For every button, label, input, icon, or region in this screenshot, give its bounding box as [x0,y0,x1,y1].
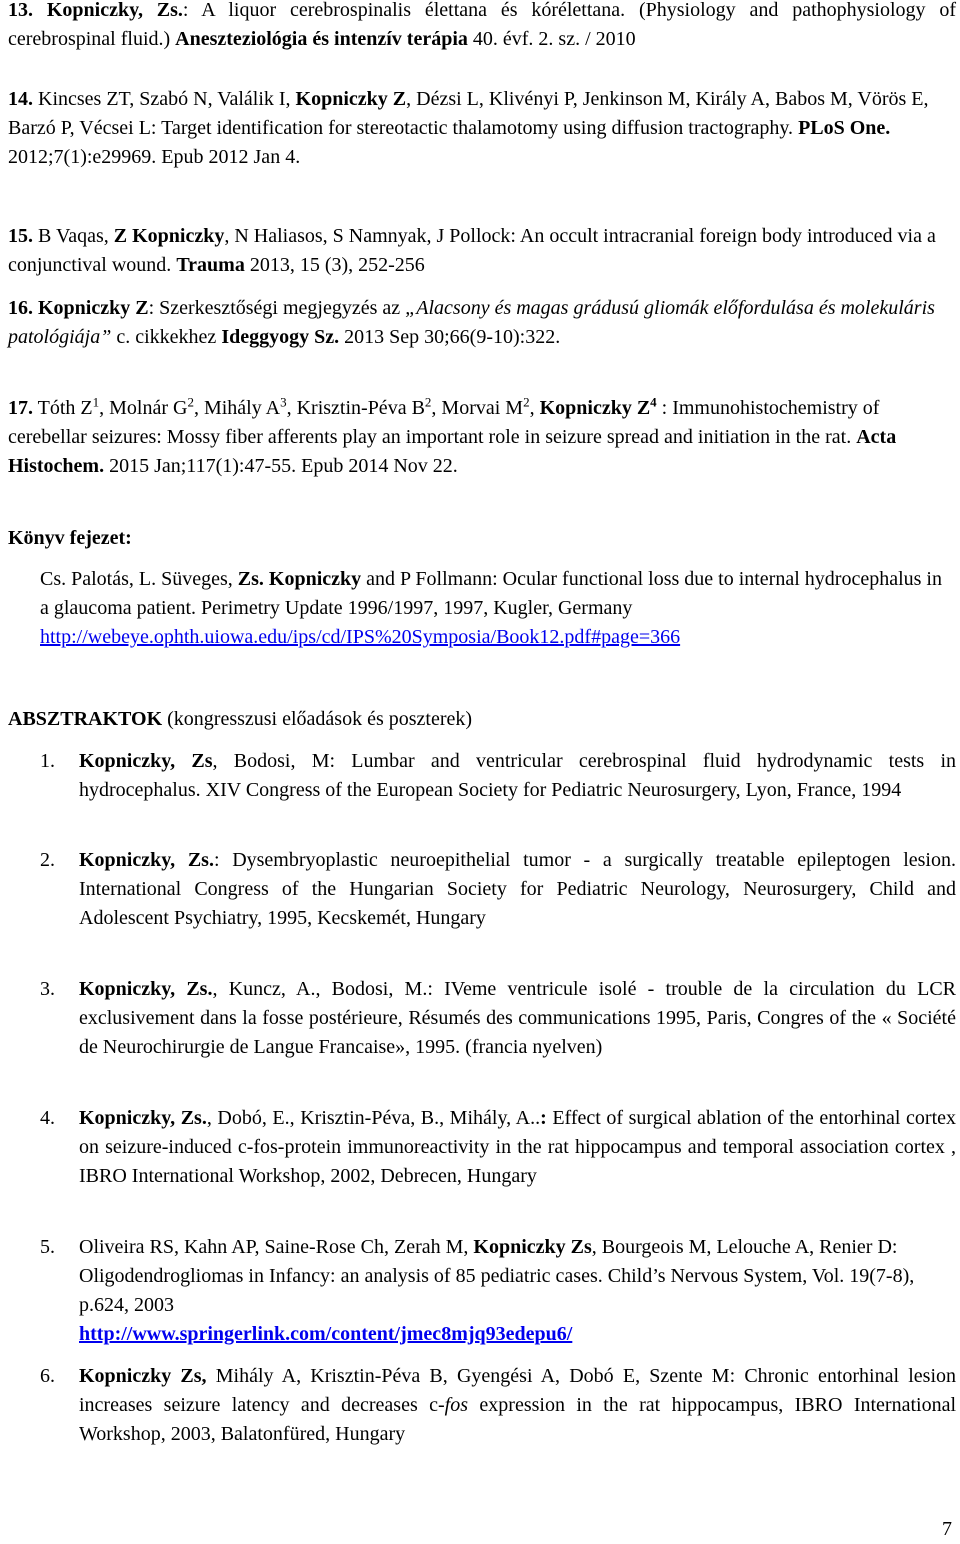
abstract-text: Oliveira RS, Kahn AP, Saine-Rose Ch, Zerah M, [79,1236,474,1258]
author-2: , Molnár G [99,397,188,419]
reference-authors-rest: , N Haliasos, S Namnyak, J Pollock: An occult intracranial foreign body introduced via a conjunctival wound. [8,225,936,276]
abstract-body [79,975,956,1062]
abstract-body [79,1362,956,1449]
book-text: and P Follmann: Ocular functional loss due to internal hydrocephalus in a glaucoma patient. Perimetry Update 1996/1997, 1997, Kugler, Germany [40,568,942,619]
affiliation-3: 3 [280,394,287,410]
abstract-2 [40,846,956,933]
abstract-1 [40,747,956,805]
author-3: , Mihály A [193,397,281,419]
abstract-author-highlight: Kopniczky, Zs. [79,978,213,1000]
reference-author-highlight: Kopniczky Z [38,297,149,319]
abstract-author-highlight: Kopniczky, Zs. [79,1107,207,1129]
abstract-author-highlight: Kopniczky, Zs. [79,849,214,871]
abstracts-heading-rest: (kongresszusi előadások és poszterek) [162,708,473,730]
book-author-highlight-initial: Zs. [237,568,264,590]
reference-journal: Acta Histochem. [8,426,897,477]
abstract-6 [40,1362,956,1449]
reference-citation: 2015 Jan;117(1):47-55. Epub 2014 Nov 22. [104,455,458,477]
reference-13 [8,0,956,54]
abstract-3 [40,975,956,1062]
abstract-text-rest: expression in the rat hippocampus, IBRO International Workshop, 2003, Balatonfüred, Hungary [79,1394,957,1445]
affiliation-4: 2 [424,394,432,410]
abstract-colon: : [540,1107,547,1129]
author-5: , Morvai M [431,397,524,419]
affiliation-5: 2 [523,394,530,410]
reference-citation: 2013 Sep 30;66(9-10):322. [339,326,561,348]
reference-16 [8,294,956,352]
abstract-author-highlight: Kopniczky Zs [473,1236,592,1258]
affiliation-1: 1 [92,394,100,410]
reference-citation: 2013, 15 (3), 252-256 [244,254,425,276]
reference-number: 16. [8,297,33,319]
affiliation-2: 2 [187,394,194,410]
page-number: 7 [942,1518,952,1540]
reference-number: 17. [8,397,33,419]
book-chapter-entry [40,565,954,652]
book-link[interactable]: http://webeye.ophth.uiowa.edu/ips/cd/IPS%20Symposia/Book12.pdf#page=366 [40,626,681,648]
reference-number: 13. [8,0,33,21]
abstract-number: 2. [40,849,55,871]
reference-author: Kopniczky, Zs. [46,0,183,21]
reference-text: : Szerkesztőségi megjegyzés az [148,297,406,319]
reference-14 [8,85,956,172]
abstract-author-highlight: Kopniczky, Zs [79,750,213,772]
reference-authors: B Vaqas, [38,225,114,247]
reference-15 [8,222,956,280]
abstract-number: 3. [40,978,55,1000]
author-separator: , [529,397,540,419]
reference-number: 14. [8,88,33,110]
abstract-text: Mihály A, Krisztin-Péva B, Gyengési A, Dobó E, Szente M: Chronic entorhinal lesion increases seizure latency and decreases c- [79,1365,957,1416]
reference-citation: 40. évf. 2. sz. / 2010 [467,28,636,50]
abstract-text: , Kuncz, A., Bodosi, M.: IVeme ventricule isolé - trouble de la circulation du LCR exclusivement dans la fosse postérieure, Résumés des communications 1995, Paris, Congres of the « Société de Neurochirurgie de Langue Francaise», 1995. (francia nyelven) [79,978,956,1058]
abstracts-heading-bold: ABSZTRAKTOK [8,708,163,730]
reference-journal: PLoS One. [798,117,891,139]
book-authors: Cs. Palotás, L. Süveges, [40,568,238,590]
reference-author-highlight: Z Kopniczky [113,225,225,247]
author-1: Tóth Z [37,397,93,419]
abstract-text: , Bodosi, M: Lumbar and ventricular cerebrospinal fluid hydrodynamic tests in hydrocephalus. XIV Congress of the European Society for Pediatric Neurosurgery, Lyon, France, 1994 [79,750,956,801]
reference-authors-rest: , Dézsi L, Klivényi P, Jenkinson M, Király A, Babos M, Vörös E, Barzó P, Vécsei L: Target identification for stereotactic thalamotomy using diffusion tractography. [8,88,929,139]
abstract-author-highlight: Kopniczky Zs, [79,1365,207,1387]
author-4: , Krisztin-Péva B [286,397,425,419]
reference-journal: Aneszteziológia és intenzív terápia [175,28,468,50]
reference-text: : Immunohistochemistry of cerebellar seizures: Mossy fiber afferents play an important role in seizure spread and initiation in the rat. [8,397,880,448]
reference-title: : A liquor cerebrospinalis élettana és kórélettana. (Physiology and pathophysiology of cerebrospinal fluid.) [8,0,957,50]
abstract-body [79,846,956,933]
reference-citation: 2012;7(1):e29969. Epub 2012 Jan 4. [8,146,301,168]
reference-author-highlight: Kopniczky Z [539,397,651,419]
reference-author-highlight: Kopniczky Z [295,88,407,110]
abstract-text-rest: , Bourgeois M, Lelouche A, Renier D: Oligodendrogliomas in Infancy: an analysis of 85 pediatric cases. Child’s Nervous System, Vol. 19(7-8), p.624, 2003 [79,1236,915,1316]
abstract-text: , Dobó, E., Krisztin-Péva, B., Mihály, A.. [206,1107,541,1129]
affiliation-6: 4 [650,394,657,410]
reference-17 [8,394,956,481]
reference-journal: Ideggyogy Sz. [221,326,340,348]
abstract-text-rest: Effect of surgical ablation of the entorhinal cortex on seizure-induced c-fos-protein immunoreactivity in the rat hippocampus and temporal association cortex , IBRO International Workshop, 2002, Debrecen, Hungary [79,1107,957,1187]
abstract-number: 1. [40,750,55,772]
abstracts-heading [8,705,472,734]
abstract-5 [40,1233,956,1349]
reference-italic-title: „Alacsony és magas grádusú gliomák előfordulása és molekuláris patológiája” [8,297,935,348]
abstract-body [79,1233,926,1349]
abstract-number: 5. [40,1236,55,1258]
abstract-body [79,747,956,805]
abstract-body [79,1104,956,1191]
abstract-4 [40,1104,956,1191]
reference-number: 15. [8,225,33,247]
book-author-highlight: Kopniczky [268,568,362,590]
abstract-number: 6. [40,1365,55,1387]
abstract-link[interactable]: http://www.springerlink.com/content/jmec8mjq93edepu6/ [79,1323,573,1345]
abstract-italic: fos [444,1394,469,1416]
abstract-text: : Dysembryoplastic neuroepithelial tumor - a surgically treatable epileptogen lesion. International Congress of the Hungarian Society for Pediatric Neurology, Neurosurgery, Child and Adolescent Psychiatry, 1995, Kecskemét, Hungary [79,849,956,929]
book-chapter-heading: Könyv fejezet: [8,527,132,549]
reference-journal: Trauma [176,254,245,276]
abstract-number: 4. [40,1107,55,1129]
reference-authors: Kincses ZT, Szabó N, Valálik I, [38,88,296,110]
reference-text-rest: c. cikkekhez [111,326,222,348]
